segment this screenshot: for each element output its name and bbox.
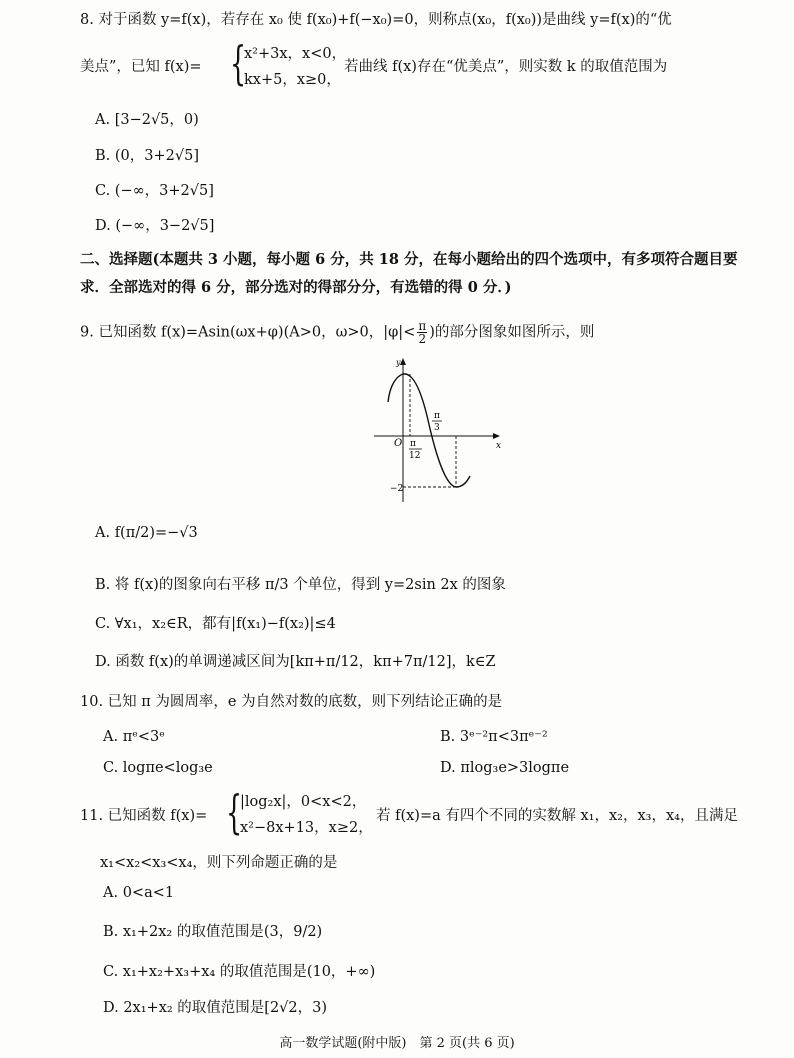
- q9-stem: [80, 320, 594, 345]
- q11-case2: x²−8x+13，x≥2，: [240, 820, 373, 836]
- q11-stem-prefix: 11. 已知函数 f(x)=: [80, 808, 208, 824]
- q11-option-c: C. x₁+x₂+x₃+x₄ 的取值范围是(10，+∞): [103, 964, 376, 980]
- q9-option-d: D. 函数 f(x)的单调递减区间为[kπ+π/12，kπ+7π/12]，k∈Z: [95, 654, 496, 670]
- q8-option-b: B. (0，3+2√5]: [95, 148, 199, 164]
- q8-case1: x²+3x，x<0，: [244, 46, 347, 62]
- q9-stem-fraction: [417, 320, 427, 345]
- q11-piecewise-brace: {: [226, 785, 243, 839]
- q11-option-a: A. 0<a<1: [103, 885, 175, 901]
- q11-option-d: D. 2x₁+x₂ 的取值范围是[2√2，3): [103, 1000, 328, 1016]
- q8-stem-line2-suffix: 若曲线 f(x)存在“优美点”，则实数 k 的取值范围为: [344, 59, 668, 75]
- q8-piecewise-brace: {: [230, 36, 247, 90]
- q11-case1: |log₂x|，0<x<2，: [240, 794, 367, 810]
- q8-stem-line2-prefix: 美点”，已知 f(x)=: [80, 59, 202, 75]
- graph-y-arrow: [400, 358, 406, 365]
- q11-stem-line2: x₁<x₂<x₃<x₄，则下列命题正确的是: [100, 855, 338, 871]
- graph-x-label: x: [496, 441, 502, 451]
- q8-option-c: C. (−∞，3+2√5]: [95, 183, 214, 199]
- q9-stem-prefix: 9. 已知函数 f(x)=Asin(ωx+φ)(A>0，ω>0，|φ|<: [80, 324, 416, 341]
- graph-sine-curve: [388, 374, 470, 487]
- q10-option-d: D. πlog₃e>3logπe: [440, 760, 570, 776]
- page-footer: 高一数学试题(附中版) 第 2 页(共 6 页): [279, 1036, 515, 1051]
- q10-stem: 10. 已知 π 为圆周率，e 为自然对数的底数，则下列结论正确的是: [80, 694, 503, 710]
- q9-stem-suffix: )的部分图象如图所示，则: [429, 324, 595, 341]
- graph-y-label: y: [396, 358, 401, 367]
- graph-tick-pi12-numerator: π: [410, 439, 416, 449]
- q9-frac-numerator: π: [418, 319, 427, 333]
- q11-stem-suffix: 若 f(x)=a 有四个不同的实数解 x₁，x₂，x₃，x₄，且满足: [376, 808, 738, 824]
- section2-instructions-line2: 求．全部选对的得 6 分，部分选对的得部分分，有选错的得 0 分．): [80, 279, 512, 296]
- q8-stem-line1: 8. 对于函数 y=f(x)，若存在 x₀ 使 f(x₀)+f(−x₀)=0，则称点(x₀，f(x₀))是曲线 y=f(x)的“优: [80, 12, 672, 28]
- graph-tick-pi12-denominator: 12: [409, 451, 421, 461]
- q9-option-c: C. ∀x₁，x₂∈R，都有|f(x₁)−f(x₂)|≤4: [95, 616, 336, 632]
- q8-case2: kx+5，x≥0，: [244, 72, 341, 88]
- q9-option-b: B. 将 f(x)的图象向右平移 π/3 个单位，得到 y=2sin 2x 的图象: [95, 577, 506, 593]
- graph-tick-pi3-numerator: π: [434, 411, 440, 421]
- graph-x-arrow: [493, 433, 500, 439]
- graph-min-label: −2: [390, 484, 404, 494]
- q9-sine-graph: [370, 354, 510, 504]
- q10-option-a: A. πᵉ<3ᵉ: [103, 729, 165, 745]
- q8-option-d: D. (−∞，3−2√5]: [95, 218, 215, 234]
- graph-tick-pi3-denominator: 3: [434, 423, 440, 433]
- q10-option-c: C. logπe<log₃e: [103, 760, 213, 776]
- graph-origin-label: O: [394, 438, 403, 449]
- q8-option-a: A. [3−2√5，0): [95, 112, 199, 128]
- q9-option-a: A. f(π/2)=−√3: [95, 525, 198, 541]
- q11-option-b: B. x₁+2x₂ 的取值范围是(3，9/2): [103, 924, 323, 940]
- q10-option-b: B. 3ᵉ⁻²π<3πᵉ⁻²: [440, 729, 548, 745]
- section2-instructions-line1: 二、选择题(本题共 3 小题，每小题 6 分，共 18 分，在每小题给出的四个选项中，有多项符合题目要: [80, 251, 738, 268]
- q9-frac-denominator: 2: [418, 332, 427, 346]
